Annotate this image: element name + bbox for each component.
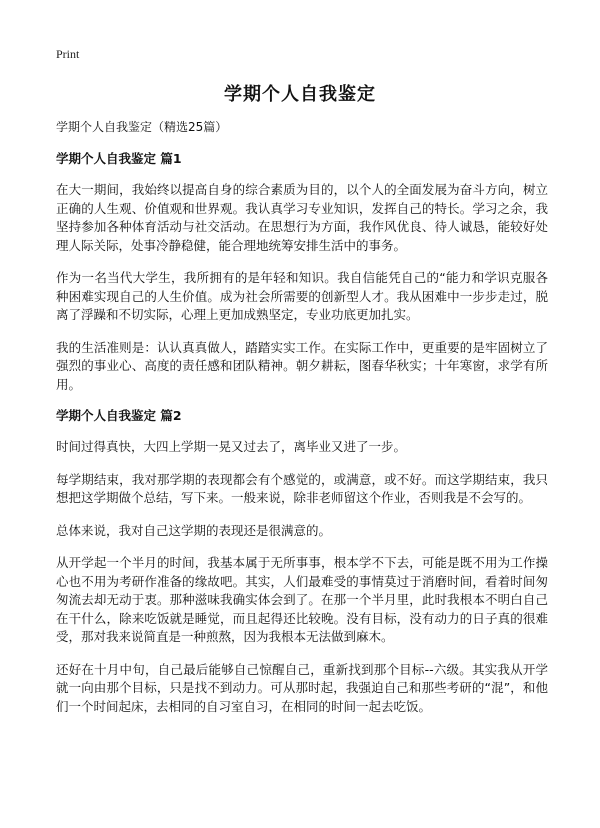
paragraph: 我的生活准则是：认认真真做人，踏踏实实工作。在实际工作中，更重要的是牢固树立了强烈的事业心、高度的责任感和团队精神。朝夕耕耘，图春华秋实；十年寒窗，求学有所用。 xyxy=(56,339,548,392)
section-heading: 学期个人自我鉴定 篇1 xyxy=(56,151,182,166)
section-2 xyxy=(56,408,548,716)
print-link[interactable]: Print xyxy=(56,47,80,61)
paragraph: 还好在十月中旬，自己最后能够自己惊醒自己，重新找到那个目标--六级。其实我从开学就一向由那个目标，只是找不到动力。可从那时起，我强迫自己和那些考研的“混”，和他们一个时间起床，去相同的自习室自习，在相同的时间一起去吃饭。 xyxy=(56,661,548,714)
paragraph: 从开学起一个半月的时间，我基本属于无所事事，根本学不下去，可能是既不用为工作操心也不用为考研作准备的缘故吧。其实，人们最难受的事情莫过于消磨时间，看着时间匆匆流去却无动于衷。那种滋味我确实体会到了。在那一个半月里，此时我根本不明白自己在干什么，除来吃饭就是睡觉，而且起得还比较晚。没有目标，没有动力的日子真的很难受，那对我来说简直是一种煎熬，因为我根本无法做到麻木。 xyxy=(56,555,548,644)
section-1 xyxy=(56,151,548,394)
section-heading: 学期个人自我鉴定 篇2 xyxy=(56,408,182,423)
paragraph: 在大一期间，我始终以提高自身的综合素质为目的，以个人的全面发展为奋斗方向，树立正确的人生观、价值观和世界观。我认真学习专业知识，发挥自己的特长。学习之余，我坚持参加各种体育活动与社交活动。在思想行为方面，我作风优良、待人诚恳，能较好处理人际关际，处事冷静稳健，能合理地统筹安排生活中的事务。 xyxy=(56,182,548,253)
document-subtitle: 学期个人自我鉴定（精选25篇） xyxy=(56,120,228,134)
document-title: 学期个人自我鉴定 xyxy=(224,84,376,105)
document-body xyxy=(56,119,548,730)
paragraph: 每学期结束，我对那学期的表现都会有个感觉的，或满意，或不好。而这学期结束，我只想把这学期做个总结，写下来。一般来说，除非老师留这个作业，否则我是不会写的。 xyxy=(56,471,548,505)
paragraph: 时间过得真快，大四上学期一晃又过去了，离毕业又进了一步。 xyxy=(56,439,407,454)
paragraph: 总体来说，我对自己这学期的表现还是很满意的。 xyxy=(56,522,332,538)
paragraph: 作为一名当代大学生，我所拥有的是年轻和知识。我自信能凭自己的“能力和学识克服各种困难实现自己的人生价值。成为社会所需要的创新型人才。我从困难中一步步走过，脱离了浮躁和不切实际，心理上更加成熟坚定，专业功底更加扎实。 xyxy=(56,270,548,322)
